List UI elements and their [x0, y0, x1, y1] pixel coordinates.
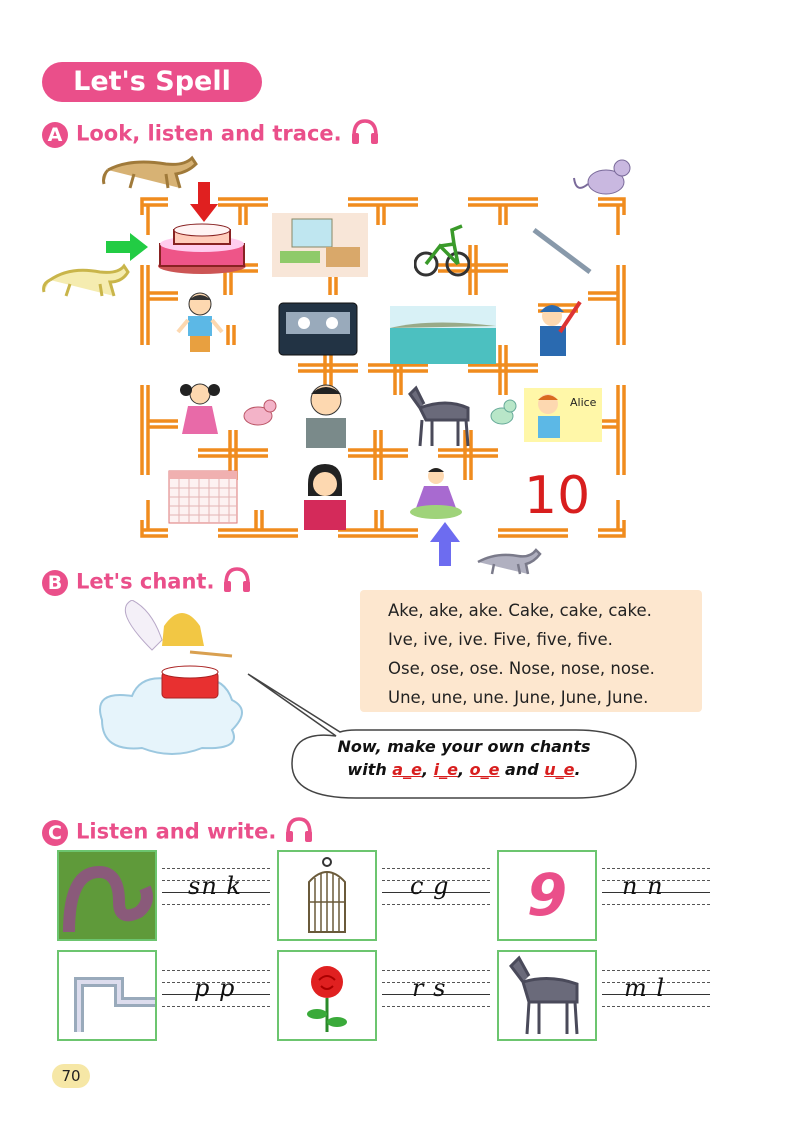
worker-picture: [530, 292, 586, 364]
bubble-line1: Now, make your own chants: [337, 737, 591, 756]
cassette-picture: [278, 302, 358, 356]
alice-label: Alice: [570, 396, 597, 409]
pattern-a-e: a_e: [392, 760, 422, 779]
trace-word-3[interactable]: n n: [622, 872, 664, 900]
bubble-sep: ,: [421, 760, 434, 779]
trace-word-4[interactable]: p p: [194, 974, 236, 1002]
bubble-end: .: [574, 760, 581, 779]
angel-drummer-picture: [92, 600, 252, 770]
pattern-o-e: o_e: [469, 760, 500, 779]
bubble-with: with: [347, 760, 393, 779]
bubble-text: [292, 735, 636, 781]
girl-sitting-picture: [406, 462, 466, 522]
rose-card: [277, 950, 377, 1041]
alice-picture: [526, 388, 566, 442]
chant-line: Une, une, une. June, June, June.: [388, 688, 649, 707]
cage-card: [277, 850, 377, 941]
section-b-title: Let's chant.: [76, 569, 215, 594]
section-b-heading: [42, 566, 252, 599]
stick-picture: [530, 226, 594, 276]
section-c-heading: [42, 816, 314, 849]
boy-picture: [176, 290, 224, 362]
section-c-letter: C: [42, 820, 68, 846]
mule-card: [497, 950, 597, 1041]
snake-card: [57, 850, 157, 941]
alice-card: [524, 388, 602, 442]
chant-line: Ose, ose, ose. Nose, nose, nose.: [388, 659, 655, 678]
man-picture: [300, 378, 352, 448]
headphones-icon[interactable]: [284, 816, 314, 849]
headphones-icon[interactable]: [350, 118, 380, 151]
lets-spell-banner: Let's Spell: [42, 62, 262, 102]
mouse-pink-picture: [234, 396, 282, 432]
cage-picture: [279, 852, 375, 939]
bike-picture: [414, 220, 470, 278]
lake-picture: [390, 306, 496, 364]
purple-arrow-up-icon: [430, 522, 460, 566]
cat-top-picture: [100, 152, 200, 192]
section-a-letter: A: [42, 122, 68, 148]
trace-word-2[interactable]: c g: [410, 872, 450, 900]
section-c-title: Listen and write.: [76, 819, 277, 844]
chant-line: Ive, ive, ive. Five, five, five.: [388, 630, 613, 649]
cake-picture: [154, 220, 250, 276]
cat-bottom-picture: [472, 546, 542, 578]
trace-word-6[interactable]: m l: [624, 974, 666, 1002]
mouse-green-picture: [486, 396, 520, 430]
trace-word-1[interactable]: sn k: [188, 872, 242, 900]
girl-picture: [176, 380, 224, 446]
calendar-picture: [168, 470, 238, 524]
bedroom-picture: [272, 213, 368, 277]
nine-number: 9: [526, 861, 568, 929]
pattern-i-e: i_e: [433, 760, 458, 779]
bubble-and: and: [499, 760, 545, 779]
woman-picture: [298, 462, 352, 530]
page-number: 70: [52, 1064, 90, 1088]
trace-word-5[interactable]: r s: [412, 974, 447, 1002]
pipe-card: [57, 950, 157, 1041]
section-a-heading: [42, 118, 380, 151]
green-arrow-right-icon: [106, 233, 148, 261]
rose-picture: [279, 952, 375, 1039]
cat-left-picture: [40, 258, 132, 300]
pattern-u-e: u_e: [544, 760, 575, 779]
bubble-line2: [292, 758, 636, 781]
bubble-sep: ,: [457, 760, 470, 779]
maze-number-ten: 10: [524, 466, 591, 526]
speech-bubble: [292, 728, 636, 800]
headphones-icon[interactable]: [222, 566, 252, 599]
section-a-title: Look, listen and trace.: [76, 121, 342, 146]
mouse-top-right-picture: [570, 154, 634, 200]
chant-line: Ake, ake, ake. Cake, cake, cake.: [388, 601, 652, 620]
red-arrow-down-icon: [190, 182, 218, 222]
section-b-letter: B: [42, 570, 68, 596]
pipe-picture: [59, 952, 155, 1039]
donkey-picture: [406, 384, 480, 448]
mule-picture: [499, 952, 595, 1039]
snake-picture: [59, 852, 155, 939]
nine-card: [497, 850, 597, 941]
